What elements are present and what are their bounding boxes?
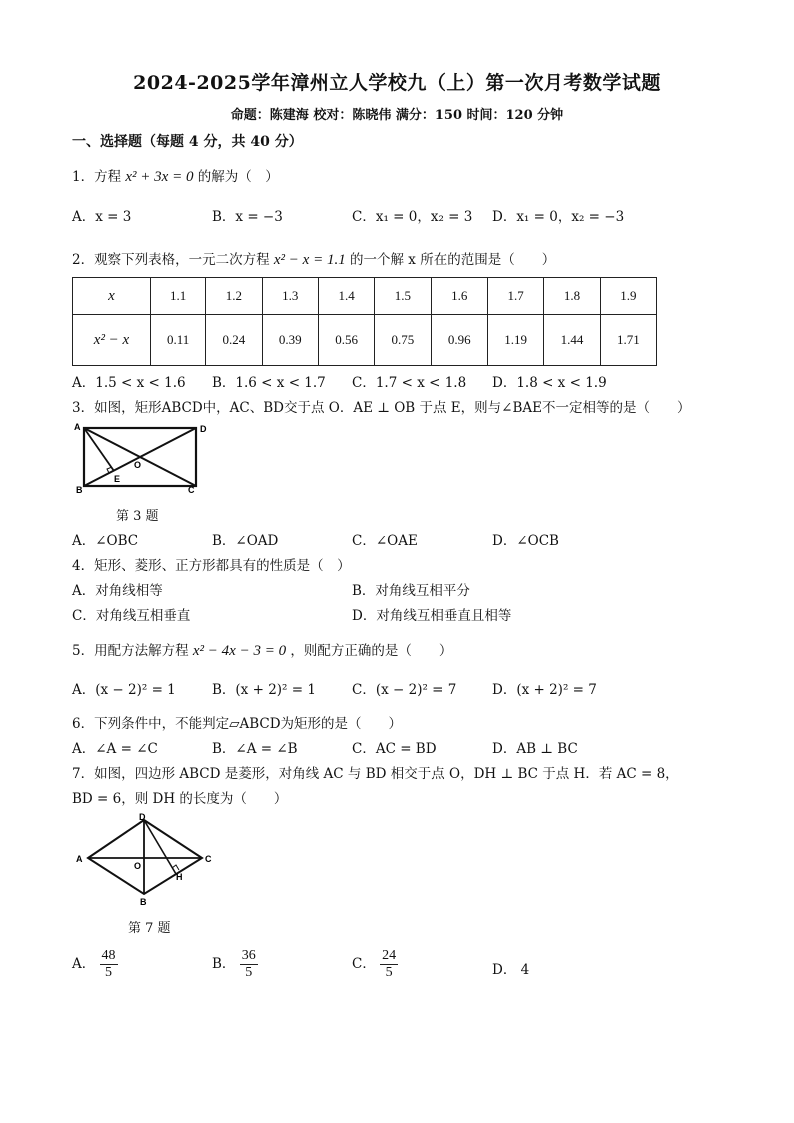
q7-option-a[interactable]: [72, 948, 118, 981]
table-cell: 1.71: [600, 315, 656, 366]
question-2-equation: x² − x = 1.1: [273, 252, 346, 268]
q6-option-b[interactable]: B．∠A = ∠B: [212, 741, 298, 757]
label-o: O: [134, 861, 142, 871]
option-letter: B．: [212, 956, 236, 972]
question-6-stem: 6．下列条件中，不能判定▱ABCD为矩形的是（ ）: [72, 716, 403, 732]
fraction: [380, 948, 398, 981]
table-cell: 1.9: [600, 278, 656, 315]
table-cell: 0.39: [262, 315, 318, 366]
option-letter: A．: [72, 956, 96, 972]
values-table: [72, 277, 657, 366]
question-1-post: 的解为（ ）: [197, 169, 279, 185]
question-2-post: 的一个解 x 所在的范围是（ ）: [350, 252, 556, 268]
question-1-equation: x² + 3x = 0: [125, 169, 194, 185]
q1-option-d[interactable]: D．x₁ = 0，x₂ = −3: [492, 209, 625, 225]
q3-caption: 第 3 题: [116, 509, 159, 524]
q3-option-b[interactable]: B．∠OAD: [212, 533, 279, 549]
fraction-numerator: 48: [101, 948, 116, 963]
question-2-pre: 2．观察下列表格，一元二次方程: [72, 252, 270, 268]
rhombus-abcd: [88, 820, 202, 894]
label-e: E: [114, 474, 121, 484]
table-cell: 1.1: [151, 278, 206, 315]
label-a: A: [74, 422, 81, 432]
label-b: B: [76, 485, 83, 495]
fraction-numerator: 36: [241, 948, 256, 963]
q5-option-c[interactable]: C．(x − 2)² = 7: [352, 682, 457, 698]
fraction-denominator: 5: [385, 965, 393, 980]
q4-option-b[interactable]: B．对角线互相平分: [352, 583, 470, 599]
q2-option-d[interactable]: D．1.8 < x < 1.9: [492, 375, 607, 391]
question-3-stem: 3．如图，矩形ABCD中，AC、BD交于点 O．AE ⊥ OB 于点 E，则与∠BAE不一定相等的是（ ）: [72, 400, 691, 416]
q7-option-c[interactable]: [352, 948, 398, 981]
question-5-stem: [72, 639, 452, 660]
question-7-stem-line1: 7．如图，四边形 ABCD 是菱形，对角线 AC 与 BD 相交于点 O，DH ⊥ BC 于点 H．若 AC = 8，: [72, 766, 679, 782]
option-letter: D．: [492, 962, 517, 978]
table-cell: 1.7: [487, 278, 543, 315]
perpendicular-ae: [84, 428, 114, 471]
table-row: [73, 315, 657, 366]
q4-option-d[interactable]: D．对角线互相垂直且相等: [352, 608, 512, 624]
option-letter: C．: [352, 956, 376, 972]
table-cell: 1.8: [544, 278, 600, 315]
page-title: 2024-2025学年漳州立人学校九（上）第一次月考数学试题: [133, 72, 661, 94]
label-h: H: [176, 872, 183, 882]
table-cell: 0.75: [375, 315, 431, 366]
q7-caption: 第 7 题: [128, 921, 171, 936]
table-header-cell: x: [73, 278, 151, 315]
table-cell: 1.4: [318, 278, 374, 315]
fraction-denominator: 5: [105, 965, 113, 980]
table-cell: 1.19: [487, 315, 543, 366]
q4-option-c[interactable]: C．对角线互相垂直: [72, 608, 191, 624]
q2-option-a[interactable]: A．1.5 < x < 1.6: [72, 375, 186, 391]
question-1-stem: [72, 165, 279, 186]
question-2-stem: [72, 248, 555, 269]
fraction: [100, 948, 118, 981]
question-7-stem-line2: BD = 6，则 DH 的长度为（ ）: [72, 791, 288, 807]
q4-option-a[interactable]: A．对角线相等: [72, 583, 163, 599]
question-1-pre: 1．方程: [72, 169, 122, 185]
table-header-cell: x² − x: [73, 315, 151, 366]
label-c: C: [205, 854, 212, 864]
q5-option-a[interactable]: A．(x − 2)² = 1: [72, 682, 176, 698]
fraction: [240, 948, 258, 981]
table-cell: 0.24: [206, 315, 262, 366]
q7-rhombus-figure: [72, 812, 217, 907]
table-cell: 1.44: [544, 315, 600, 366]
table-cell: 0.96: [431, 315, 487, 366]
q1-option-c[interactable]: C．x₁ = 0，x₂ = 3: [352, 209, 473, 225]
fraction-numerator: 24: [382, 948, 397, 963]
question-5-post: ，则配方正确的是（ ）: [290, 643, 453, 659]
table-cell: 1.3: [262, 278, 318, 315]
table-cell: 1.5: [375, 278, 431, 315]
table-cell: 1.6: [431, 278, 487, 315]
q2-option-c[interactable]: C．1.7 < x < 1.8: [352, 375, 467, 391]
question-4-stem: 4．矩形、菱形、正方形都具有的性质是（ ）: [72, 558, 351, 574]
q3-option-c[interactable]: C．∠OAE: [352, 533, 418, 549]
q6-option-a[interactable]: A．∠A = ∠C: [72, 741, 158, 757]
q1-option-b[interactable]: B．x = −3: [212, 209, 283, 225]
q7-option-b[interactable]: [212, 948, 258, 981]
q2-option-b[interactable]: B．1.6 < x < 1.7: [212, 375, 326, 391]
fraction-denominator: 5: [245, 965, 253, 980]
label-o: O: [134, 460, 142, 470]
question-5-equation: x² − 4x − 3 = 0: [192, 643, 287, 659]
q6-option-d[interactable]: D．AB ⊥ BC: [492, 741, 578, 757]
q1-option-a[interactable]: A．x = 3: [72, 209, 132, 225]
q3-rectangle-figure: [72, 420, 212, 500]
q5-option-d[interactable]: D．(x + 2)² = 7: [492, 682, 597, 698]
label-a: A: [76, 854, 83, 864]
label-c: C: [188, 485, 195, 495]
label-d: D: [139, 812, 146, 822]
question-5-pre: 5．用配方法解方程: [72, 643, 189, 659]
option-value: 4: [520, 962, 530, 978]
segment-dh: [144, 820, 176, 874]
q5-option-b[interactable]: B．(x + 2)² = 1: [212, 682, 316, 698]
table-cell: 0.56: [318, 315, 374, 366]
table-cell: 0.11: [151, 315, 206, 366]
section-title: 一、选择题（每题 4 分，共 40 分）: [72, 134, 303, 150]
q3-option-d[interactable]: D．∠OCB: [492, 533, 559, 549]
q6-option-c[interactable]: C．AC = BD: [352, 741, 437, 757]
exam-info: 命题：陈建海 校对：陈晓伟 满分：150 时间：120 分钟: [230, 108, 564, 123]
label-b: B: [140, 897, 147, 907]
table-cell: 1.2: [206, 278, 262, 315]
label-d: D: [200, 424, 207, 434]
q7-option-d[interactable]: [492, 958, 529, 978]
table-row: [73, 278, 657, 315]
q3-option-a[interactable]: A．∠OBC: [72, 533, 139, 549]
